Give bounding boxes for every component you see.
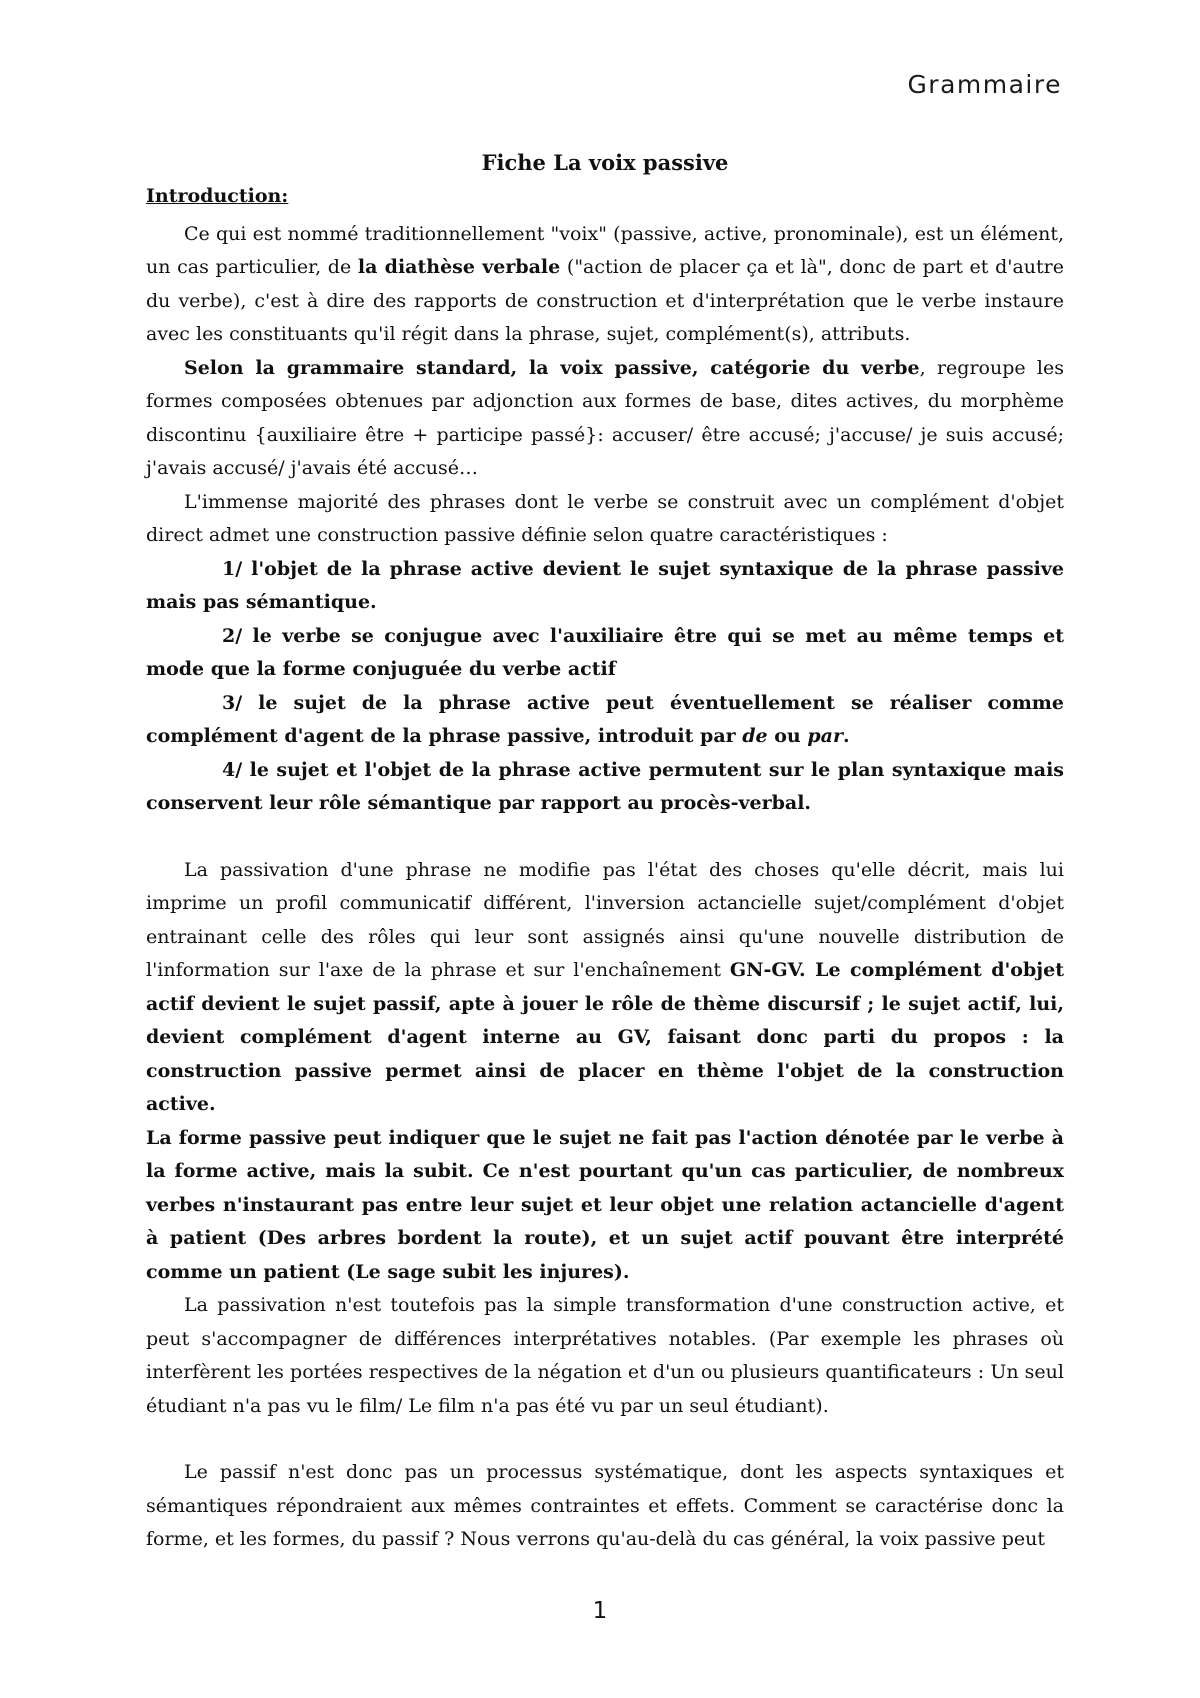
paragraph-voix-definition bbox=[146, 218, 1064, 352]
paragraph-caracteristiques-intro: L'immense majorité des phrases dont le verbe se construit avec un complément d'objet direct admet une construction passive définie selon quatre caractéristiques : bbox=[146, 490, 1064, 546]
paragraph-passivation bbox=[146, 854, 1064, 1122]
paragraph-forme-passive: La forme passive peut indiquer que le sujet ne fait pas l'action dénotée par le verbe à la forme active, mais la subit. Ce n'est pourtant qu'un cas particulier, de nombreux verbes n'instaurant pas entre leur sujet et leur objet une relation actancielle d'agent à patient (Des arbres bordent la route), et un sujet actif pouvant être interprété comme un patient (Le sage subit les injures). bbox=[146, 1126, 1064, 1283]
paragraph-text: La passivation d'une phrase ne modifie pas l'état des choses qu'elle décrit, mais lui imprime un profil communicatif différent, l'inversion actancielle sujet/complément d'objet entrainant celle des rôles qui leur sont assignés ainsi qu'une nouvelle distribution de l'information sur l'axe de la phrase et sur l'enchaînement bbox=[146, 858, 1064, 981]
paragraph-passivation-differences: La passivation n'est toutefois pas la simple transformation d'une construction active, et peut s'accompagner de différences interprétatives notables. (Par exemple les phrases où interfèrent les portées respectives de la négation et d'un ou plusieurs quantificateurs : Un seul étudiant n'a pas vu le film/ Le film n'a pas été vu par un seul étudiant). bbox=[146, 1294, 1064, 1417]
paragraph-bold-conclusion: GN-GV. Le complément d'objet actif devient le sujet passif, apte à jouer le rôle de thème discursif ; le sujet actif, lui, devient complément d'agent interne au GV, faisant donc parti du propos : la construction passive permet ainsi de placer en thème l'objet de la construction active. bbox=[146, 959, 1064, 1115]
list-item-3 bbox=[146, 687, 1064, 754]
page-number: 1 bbox=[592, 1598, 608, 1624]
list-item-3-ou: ou bbox=[767, 725, 808, 747]
paragraph-lead-bold: Selon la grammaire standard, la voix passive, catégorie du verbe bbox=[184, 356, 920, 379]
list-item-3-text: 3/ le sujet de la phrase active peut éventuellement se réaliser comme complément d'agent de la phrase passive, introduit par bbox=[146, 691, 1064, 747]
term-par: par bbox=[807, 725, 843, 747]
list-item-3-end: . bbox=[842, 725, 850, 747]
term-de: de bbox=[742, 725, 768, 747]
paragraph-text: , regroupe les formes composées obtenues par adjonction aux formes de base, dites actives, du morphème discontinu {auxiliaire être + participe passé}: accuser/ être accusé; j'accuse/ je suis accusé; j'avais accusé/ j'avais été accusé… bbox=[146, 356, 1064, 479]
section-heading-introduction: Introduction: bbox=[146, 185, 289, 207]
term-diathese-verbale: la diathèse verbale bbox=[357, 256, 561, 278]
paragraph-grammaire-standard bbox=[146, 352, 1064, 486]
paragraph-passif-processus: Le passif n'est donc pas un processus systématique, dont les aspects syntaxiques et sémantiques répondraient aux mêmes contraintes et effets. Comment se caractérise donc la forme, et les formes, du passif ? Nous verrons qu'au-delà du cas général, la voix passive peut bbox=[146, 1461, 1064, 1550]
document-body bbox=[146, 146, 1064, 1557]
list-item-4: 4/ le sujet et l'objet de la phrase active permutent sur le plan syntaxique mais conservent leur rôle sémantique par rapport au procès-verbal. bbox=[146, 758, 1064, 814]
list-item-1: 1/ l'objet de la phrase active devient le sujet syntaxique de la phrase passive mais pas sémantique. bbox=[146, 557, 1064, 613]
document-title: Fiche La voix passive bbox=[481, 150, 729, 175]
paragraph-text: ("action de placer ça et là", donc de part et d'autre du verbe), c'est à dire des rapports de construction et d'interprétation que le verbe instaure avec les constituants qu'il régit dans la phrase, sujet, complément(s), attributs. bbox=[146, 256, 1064, 345]
running-header: Grammaire bbox=[907, 70, 1062, 99]
paragraph-text: Ce qui est nommé traditionnellement "voix" (passive, active, pronominale), est un élément, un cas particulier, de bbox=[146, 222, 1064, 278]
list-item-2: 2/ le verbe se conjugue avec l'auxiliaire être qui se met au même temps et mode que la forme conjuguée du verbe actif bbox=[146, 624, 1064, 680]
